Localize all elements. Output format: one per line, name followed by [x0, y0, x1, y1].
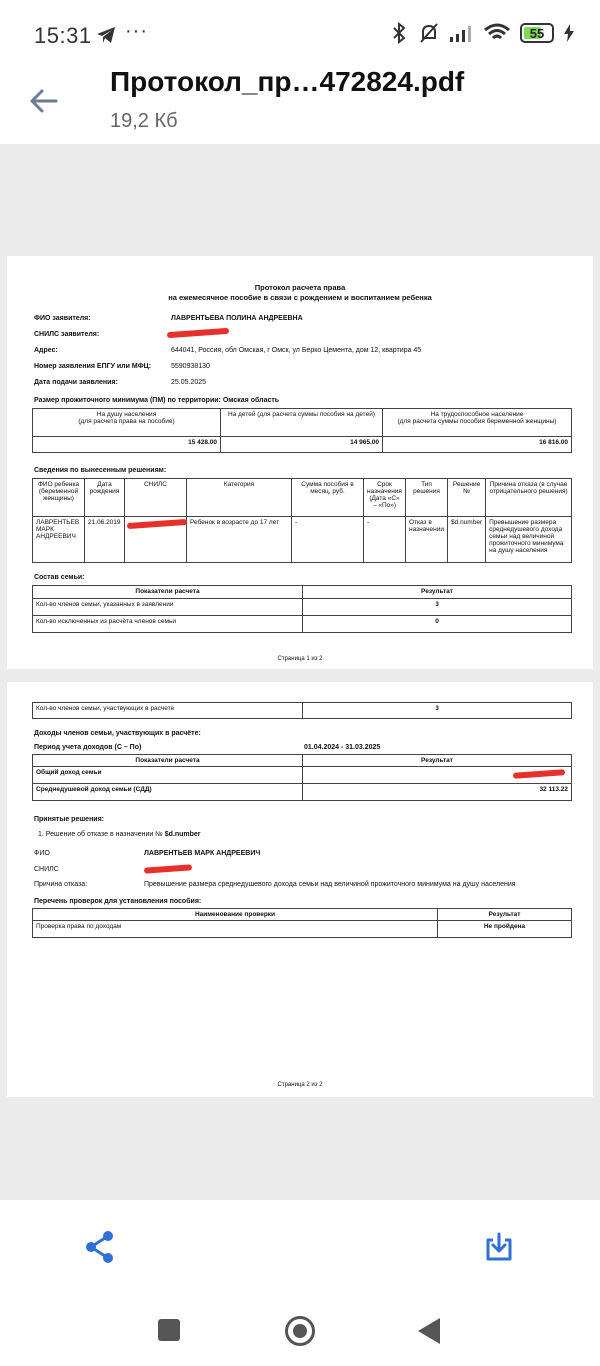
dec-cell-snils	[125, 517, 187, 563]
checks-header-cell: Результат	[438, 909, 572, 921]
pm-header-cell: На трудоспособное население (для расчета суммы пособия беременной женщины)	[383, 409, 572, 437]
app-number-label: Номер заявления ЕПГУ или МФЦ:	[34, 363, 152, 370]
dec-cell-child-name: ЛАВРЕНТЬЕВ МАРК АНДРЕЕВИЧ	[33, 517, 85, 563]
income-row-value: 32 113.22	[303, 784, 572, 801]
snils-redaction	[167, 328, 229, 338]
snils-label: СНИЛС заявителя:	[34, 331, 100, 338]
income-table	[32, 754, 572, 801]
checks-header-cell: Наименование проверки	[33, 909, 438, 921]
more-notifications-icon: ···	[125, 20, 148, 42]
income-row-label: Среднедушевой доход семьи (СДД)	[33, 784, 303, 801]
accepted-title: Принятые решения:	[34, 816, 105, 823]
app-date-label: Дата подачи заявления:	[34, 379, 118, 386]
dec-header-cell: Дата рождения	[85, 479, 125, 517]
family-row-value: 3	[303, 703, 572, 719]
income-redaction	[513, 769, 565, 779]
table-row	[33, 616, 572, 633]
back-arrow-icon[interactable]	[28, 86, 58, 116]
signal-icon	[450, 24, 474, 42]
snils2-redaction	[144, 864, 192, 873]
app-date-value: 25.05.2025	[171, 379, 207, 386]
family-row-label: Кол-во членов семьи, указанных в заявлении	[33, 599, 303, 616]
file-title: Протокол_пр…472824.pdf	[110, 66, 465, 97]
period-value: 01.04.2024 - 31.03.2025	[304, 744, 381, 751]
pm-table	[32, 408, 572, 453]
checks-title: Перечень проверок для установления пособия:	[34, 898, 202, 905]
fio-value: ЛАВРЕНТЬЕВА ПОЛИНА АНДРЕЕВНА	[171, 315, 303, 322]
home-button[interactable]	[285, 1316, 315, 1346]
download-icon[interactable]	[484, 1232, 514, 1262]
address-value: 644041, Россия, обл Омская, г Омск, ул Берко Цемента, дом 12, квартира 45	[171, 347, 422, 354]
status-bar	[0, 0, 600, 70]
pm-header-cell: На душу населения (для расчета права на пособие)	[33, 409, 221, 437]
page-1-footer: Страница 1 из 2	[277, 656, 323, 662]
checks-row-label: Проверка права по доходам	[33, 921, 438, 938]
file-header	[0, 66, 600, 150]
checks-row-value: Не пройдена	[438, 921, 572, 938]
status-time: 15:31	[34, 23, 92, 48]
dec-cell-amount: -	[292, 517, 364, 563]
dec-header-cell: Решение №	[448, 479, 486, 517]
decision-item-number: $d.number	[164, 831, 201, 838]
pm-header-cell: На детей (для расчета суммы пособия на детей)	[221, 409, 383, 437]
pm-value-cell: 14 965.00	[221, 437, 383, 453]
snils2-label: СНИЛС	[34, 866, 59, 873]
table-row	[33, 921, 572, 938]
dec-header-cell: СНИЛС	[125, 479, 187, 517]
dec-header-cell: Причина отказа (в случае отрицательного решения)	[486, 479, 572, 517]
dec-cell-category: Ребенок в возрасте до 17 лет	[187, 517, 292, 563]
fio2-value: ЛАВРЕНТЬЕВ МАРК АНДРЕЕВИЧ	[144, 850, 261, 857]
decision-item	[38, 831, 201, 838]
income-row-label: Общий доход семьи	[33, 767, 303, 784]
dec-header-cell: Тип решения	[406, 479, 448, 517]
fio-label: ФИО заявителя:	[34, 315, 91, 322]
share-icon[interactable]	[84, 1230, 116, 1264]
dec-cell-type: Отказ в назначении	[406, 517, 448, 563]
pm-value-cell: 16 816.00	[383, 437, 572, 453]
pdf-viewer[interactable]	[0, 144, 600, 1200]
charging-icon	[564, 24, 574, 42]
checks-table	[32, 908, 572, 938]
income-header-cell: Результат	[303, 755, 572, 767]
decision-item-text: 1. Решение об отказе в назначении №	[38, 831, 163, 838]
income-row-value	[303, 767, 572, 784]
back-nav-button[interactable]	[418, 1318, 442, 1344]
child-snils-redaction	[127, 519, 187, 529]
table-row	[33, 767, 572, 784]
reason-label: Причина отказа:	[34, 881, 88, 888]
pdf-page-1	[7, 256, 593, 669]
family-title: Состав семьи:	[34, 574, 85, 581]
period-label: Период учета доходов (С – По)	[34, 744, 142, 751]
dec-cell-reason: Превышение размера среднедушевого дохода семьи над величиной прожиточного минимума на душу населения	[486, 517, 572, 563]
family-table-cont	[32, 702, 572, 719]
family-row-value: 0	[303, 616, 572, 633]
income-header-cell: Показатели расчета	[33, 755, 303, 767]
income-title: Доходы членов семьи, участвующих в расчёте:	[34, 730, 201, 737]
pdf-page-2	[7, 682, 593, 1097]
doc-title-line1: Протокол расчета права	[254, 283, 346, 292]
battery-indicator: 55	[520, 23, 554, 43]
table-row	[33, 703, 572, 719]
decisions-title: Сведения по вынесенным решениям:	[34, 467, 167, 474]
dec-cell-birthdate: 21.06.2019	[85, 517, 125, 563]
wifi-icon	[484, 23, 510, 43]
pm-title: Размер прожиточного минимума (ПМ) по территории: Омская область	[34, 397, 280, 404]
dec-header-cell: Сумма пособия в месяц, руб.	[292, 479, 364, 517]
bottom-bar	[0, 1200, 600, 1366]
dec-header-cell: ФИО ребенка (беременной женщины)	[33, 479, 85, 517]
doc-title-line2: на ежемесячное пособие в связи с рождением и воспитанием ребенка	[168, 293, 432, 302]
file-size: 19,2 Кб	[110, 110, 178, 132]
pm-value-cell: 15 428.00	[33, 437, 221, 453]
page-2-footer: Страница 2 из 2	[277, 1082, 323, 1088]
fio2-label: ФИО	[34, 850, 50, 857]
table-row	[33, 599, 572, 616]
recents-button[interactable]	[158, 1319, 180, 1341]
reason-value: Превышение размера среднедушевого дохода семьи над величиной прожиточного минимума на душу населения	[144, 881, 516, 888]
dec-cell-number: $d.number	[448, 517, 486, 563]
address-label: Адрес:	[34, 347, 58, 354]
bluetooth-icon	[390, 22, 408, 44]
family-header-cell: Показатели расчета	[33, 586, 303, 599]
app-number-value: 5590938130	[171, 363, 210, 370]
table-row	[33, 784, 572, 801]
dec-cell-period: -	[364, 517, 406, 563]
dec-header-cell: Срок назначения (Дата «С» – «По»)	[364, 479, 406, 517]
mute-bell-icon	[418, 22, 440, 44]
family-table	[32, 585, 572, 633]
family-row-label: Кол-во исключенных из расчёта членов семьи	[33, 616, 303, 633]
decisions-table	[32, 478, 572, 563]
family-row-value: 3	[303, 599, 572, 616]
telegram-icon	[96, 26, 116, 44]
dec-header-cell: Категория	[187, 479, 292, 517]
family-header-cell: Результат	[303, 586, 572, 599]
family-row-label: Кол-во членов семьи, участвующих в расчете	[33, 703, 303, 719]
